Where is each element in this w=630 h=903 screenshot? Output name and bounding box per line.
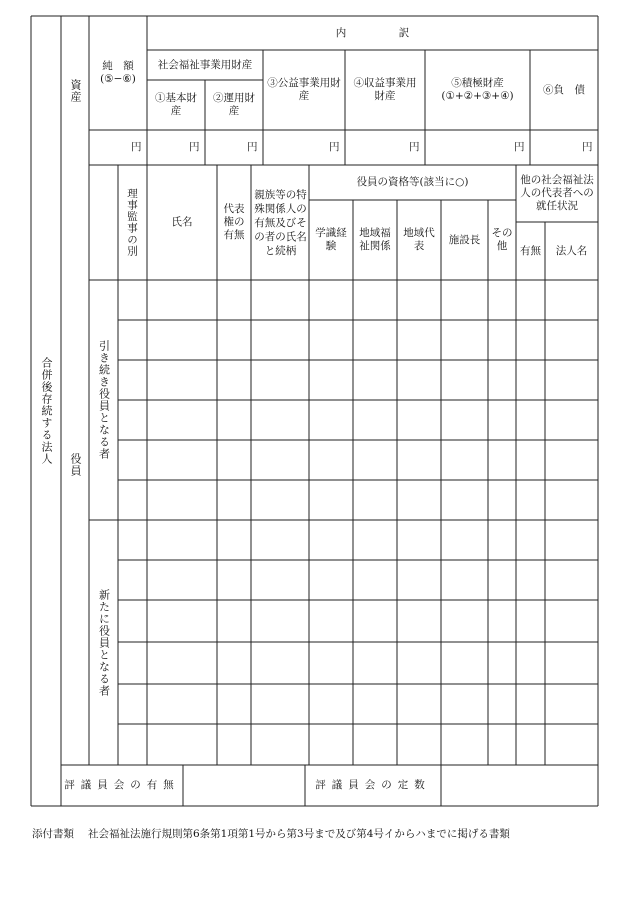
officers-label-cell bbox=[61, 165, 89, 765]
net-amount-header bbox=[89, 16, 147, 130]
facility-head-label: 施設長 bbox=[448, 233, 481, 246]
council-presence-label: 評議員会の有無 bbox=[64, 779, 180, 791]
other-corp-header bbox=[518, 165, 596, 222]
welfare-property-label: 社会福祉事業用財産 bbox=[157, 58, 253, 71]
qualification-header bbox=[309, 165, 516, 200]
facility-head-header bbox=[445, 200, 484, 280]
other-qualification-header bbox=[490, 200, 514, 280]
yen-revenue: 円 bbox=[409, 141, 420, 153]
yen-positive: 円 bbox=[514, 141, 525, 153]
qualification-label: 役員の資格等(該当に○) bbox=[356, 176, 469, 188]
operating-property-header bbox=[208, 80, 260, 130]
liabilities-label: ⑥負 債 bbox=[543, 83, 585, 96]
academic-header bbox=[313, 200, 349, 280]
continuing-officers-label: 引き続き役員となる者 bbox=[97, 340, 111, 460]
breakdown-label: 内 訳 bbox=[335, 26, 410, 39]
yen-basic: 円 bbox=[189, 141, 200, 153]
council-presence-input[interactable] bbox=[184, 766, 304, 805]
net-amount-label: 純 額 bbox=[102, 60, 134, 72]
continuing-officers-label-cell bbox=[89, 280, 118, 520]
attachment-label: 添付書類 bbox=[32, 828, 74, 840]
new-officers-label-cell bbox=[89, 520, 118, 765]
positive-property-formula: (①+②+③+④) bbox=[441, 90, 514, 102]
breakdown-header bbox=[147, 16, 598, 50]
revenue-property-label: ④収益事業用財産 bbox=[353, 77, 417, 102]
liabilities-header bbox=[530, 50, 598, 130]
regional-rep-label: 地域代表 bbox=[403, 227, 435, 252]
role-type-header-cell bbox=[118, 165, 147, 280]
public-property-header bbox=[267, 50, 341, 130]
council-count-input[interactable] bbox=[442, 766, 597, 805]
academic-label: 学識経験 bbox=[315, 227, 347, 252]
role-type-header: 理事監事の別 bbox=[126, 188, 138, 257]
presence-label: 有無 bbox=[520, 244, 541, 257]
council-count-label: 評議員会の定数 bbox=[315, 779, 431, 791]
yen-operating: 円 bbox=[247, 141, 258, 153]
corp-name-label: 法人名 bbox=[555, 244, 588, 257]
yen-liabilities: 円 bbox=[582, 141, 593, 153]
officers-label: 役員 bbox=[69, 453, 82, 477]
yen-net: 円 bbox=[131, 141, 142, 153]
merger-entity-label-cell bbox=[31, 16, 61, 806]
basic-property-label: ①基本財産 bbox=[155, 92, 197, 117]
name-header bbox=[147, 165, 217, 280]
council-count-header bbox=[305, 765, 441, 806]
regional-rep-header bbox=[401, 200, 437, 280]
merger-entity-label: 合併後存続する法人 bbox=[40, 357, 53, 465]
welfare-property-header bbox=[147, 50, 263, 80]
revenue-property-header bbox=[349, 50, 421, 130]
other-qualification-label: その他 bbox=[491, 227, 513, 252]
net-amount-formula: (⑤−⑥) bbox=[100, 73, 136, 85]
attachment-text: 社会福祉法施行規則第6条第1項第1号から第3号まで及び第4号イからハまでに掲げる書類 bbox=[88, 828, 510, 840]
representative-label: 代表権の有無 bbox=[223, 203, 245, 241]
assets-label: 資産 bbox=[69, 78, 82, 103]
regional-welfare-header bbox=[358, 200, 392, 280]
operating-property-label: ②運用財産 bbox=[213, 92, 255, 117]
name-label: 氏名 bbox=[171, 216, 193, 228]
council-presence-header bbox=[61, 765, 183, 806]
presence-header bbox=[518, 222, 543, 280]
corp-name-header bbox=[545, 222, 598, 280]
regional-welfare-label: 地域福祉関係 bbox=[359, 227, 391, 252]
assets-label-cell bbox=[61, 16, 89, 165]
new-officers-label: 新たに役員となる者 bbox=[97, 588, 111, 697]
public-property-label: ③公益事業用財産 bbox=[267, 77, 341, 102]
attachment-note bbox=[32, 826, 510, 841]
relation-header bbox=[254, 165, 307, 280]
basic-property-header bbox=[150, 80, 202, 130]
other-corp-label: 他の社会福祉法人の代表者への就任状況 bbox=[520, 174, 594, 212]
relation-label: 親族等の特殊関係人の有無及びその者の氏名と続柄 bbox=[254, 188, 307, 257]
positive-property-label: ⑤積極財産 bbox=[451, 77, 504, 89]
yen-public: 円 bbox=[329, 141, 340, 153]
representative-header bbox=[220, 165, 248, 280]
positive-property-header bbox=[425, 50, 530, 130]
